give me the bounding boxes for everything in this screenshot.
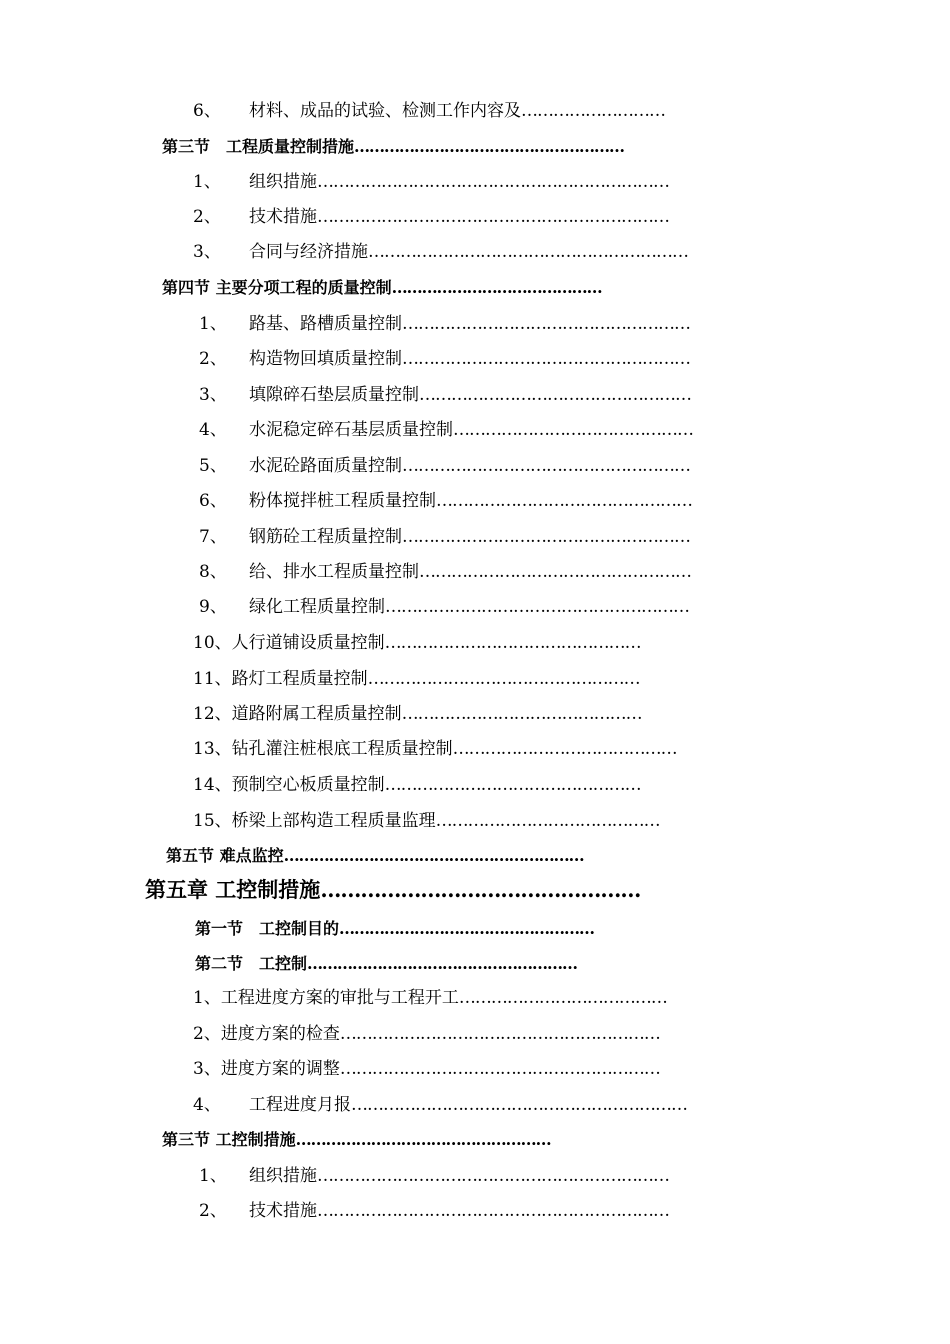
toc-section-heading: 第三节 工控制措施……………………………………………: [162, 1130, 551, 1149]
toc-entry: 3、进度方案的调整……………………………………………………: [193, 1059, 660, 1079]
toc-section-heading: 第四节 主要分项工程的质量控制……………………………………: [162, 278, 602, 297]
toc-entry: 13、钻孔灌注桩根底工程质量控制……………………………………: [193, 739, 677, 759]
toc-entry: 2、 技术措施…………………………………………………………: [199, 1201, 669, 1221]
toc-entry: 1、 组织措施…………………………………………………………: [199, 1166, 669, 1186]
toc-entry: 5、 水泥砼路面质量控制………………………………………………: [199, 456, 690, 476]
toc-entry: 7、 钢筋砼工程质量控制………………………………………………: [199, 527, 690, 547]
toc-section-heading: 第五节 难点监控……………………………………………………: [166, 846, 584, 865]
toc-entry: 1、 路基、路槽质量控制………………………………………………: [199, 314, 690, 334]
toc-entry: 6、 粉体搅拌桩工程质量控制…………………………………………: [199, 491, 692, 511]
toc-entry: 10、人行道铺设质量控制…………………………………………: [193, 633, 641, 653]
toc-entry: 9、 绿化工程质量控制…………………………………………………: [199, 597, 689, 617]
toc-entry: 14、预制空心板质量控制…………………………………………: [193, 775, 641, 795]
toc-entry: 4、 水泥稳定碎石基层质量控制………………………………………: [199, 420, 693, 440]
toc-entry: 1、 组织措施…………………………………………………………: [193, 172, 669, 192]
toc-entry: 11、路灯工程质量控制……………………………………………: [193, 669, 640, 689]
toc-entry: 15、桥梁上部构造工程质量监理……………………………………: [193, 811, 660, 831]
toc-chapter-heading: 第五章 工控制措施…………………………………………: [145, 877, 641, 902]
toc-entry: 2、 技术措施…………………………………………………………: [193, 207, 669, 227]
toc-section-heading: 第二节 工控制………………………………………………: [195, 954, 578, 973]
toc-section-heading: 第一节 工控制目的……………………………………………: [195, 919, 595, 938]
toc-entry: 2、 构造物回填质量控制………………………………………………: [199, 349, 690, 369]
toc-entry: 1、工程进度方案的审批与工程开工…………………………………: [193, 988, 667, 1008]
toc-entry: 3、 合同与经济措施……………………………………………………: [193, 242, 688, 262]
toc-entry: 6、 材料、成品的试验、检测工作内容及………………………: [193, 101, 665, 121]
toc-entry: 12、道路附属工程质量控制………………………………………: [193, 704, 642, 724]
toc-entry: 8、 给、排水工程质量控制……………………………………………: [199, 562, 691, 582]
toc-entry: 2、进度方案的检查……………………………………………………: [193, 1024, 660, 1044]
toc-section-heading: 第三节 工程质量控制措施………………………………………………: [162, 137, 625, 156]
toc-entry: 4、 工程进度月报………………………………………………………: [193, 1095, 687, 1115]
toc-entry: 3、 填隙碎石垫层质量控制……………………………………………: [199, 385, 691, 405]
